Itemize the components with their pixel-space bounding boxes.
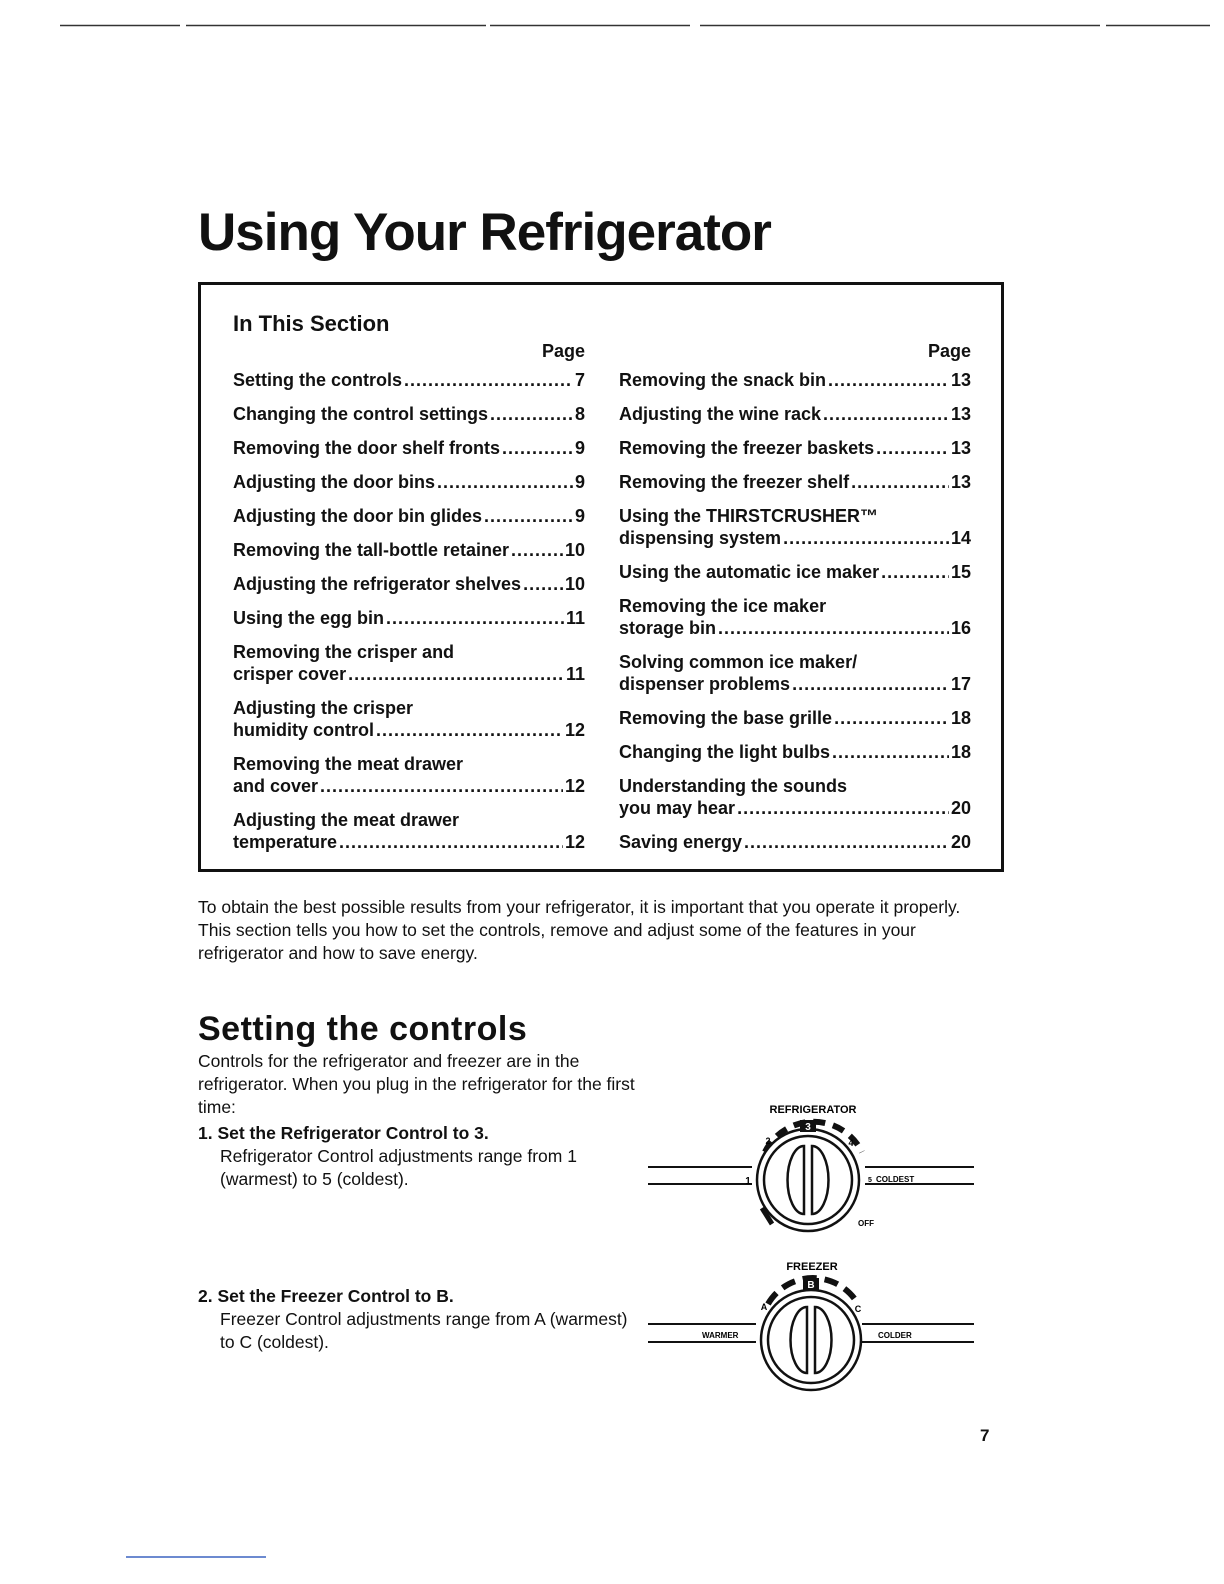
refrigerator-mark-2: 2: [765, 1136, 771, 1146]
toc-entry-row: [619, 707, 971, 729]
toc-entry-label: dispensing system: [619, 528, 782, 548]
toc-entry-row: [233, 831, 585, 853]
toc-entry-row: [619, 617, 971, 639]
toc-entry-label: Removing the tall-bottle retainer: [233, 540, 510, 560]
toc-entry: [233, 505, 585, 527]
toc-dot-leader: [828, 369, 949, 391]
toc-dot-leader: [832, 741, 949, 763]
freezer-mark-c: C: [854, 1304, 862, 1314]
toc-entry-label-line1: Understanding the sounds: [619, 776, 848, 796]
toc-entry: [619, 403, 971, 425]
step-1: [198, 1122, 638, 1191]
toc-entry: [233, 403, 585, 425]
toc-entry: [233, 809, 585, 853]
step-1-title: 1. Set the Refrigerator Control to 3.: [198, 1123, 489, 1143]
toc-entry-page: 12: [564, 776, 585, 796]
refrigerator-mark-1: 1: [745, 1176, 751, 1187]
toc-entry-page: 17: [950, 674, 971, 694]
section-title: Setting the controls: [198, 1010, 528, 1048]
toc-entry-page: 11: [565, 608, 585, 628]
toc-entry-row: [233, 573, 585, 595]
toc-left-column: [233, 341, 585, 853]
freezer-colder-label: COLDER: [878, 1331, 912, 1340]
page-title: Using Your Refrigerator: [198, 203, 771, 262]
toc-entry-page: 9: [574, 472, 585, 492]
toc-entry-label: humidity control: [233, 720, 374, 740]
refrigerator-mark-4: 4: [848, 1138, 854, 1148]
toc-entry-page: 12: [564, 832, 585, 852]
toc-dot-leader: [320, 775, 563, 797]
toc-entry-label: Adjusting the wine rack: [619, 404, 822, 424]
toc-dot-leader: [490, 403, 573, 425]
toc-entry-row: [233, 719, 585, 741]
toc-entry-label: Adjusting the refrigerator shelves: [233, 574, 522, 594]
toc-entry-label: Removing the door shelf fronts: [233, 438, 501, 458]
toc-entry-row: [619, 527, 971, 549]
footer-rule: [126, 1556, 266, 1558]
toc-entry-label: Changing the light bulbs: [619, 742, 830, 762]
toc-entry-row: [619, 561, 971, 583]
refrigerator-coldest-label: COLDEST: [876, 1175, 915, 1184]
freezer-control-dial: [640, 1254, 980, 1409]
toc-right-column: [619, 341, 971, 853]
toc-entry-label-line1: Adjusting the meat drawer: [233, 810, 460, 830]
toc-entry-page: 10: [564, 540, 585, 560]
toc-entry-label: Removing the snack bin: [619, 370, 827, 390]
toc-dot-leader: [744, 831, 949, 853]
toc-entry-label: temperature: [233, 832, 338, 852]
toc-dot-leader: [339, 831, 563, 853]
toc-dot-leader: [511, 539, 563, 561]
toc-dot-leader: [484, 505, 573, 527]
toc-entry-label: Adjusting the door bin glides: [233, 506, 482, 526]
refrigerator-control-dial: [640, 1096, 980, 1251]
toc-entry-label: dispenser problems: [619, 674, 791, 694]
step-2-title: 2. Set the Freezer Control to B.: [198, 1286, 454, 1306]
toc-entry-row: [233, 437, 585, 459]
freezer-dial-label: FREEZER: [786, 1261, 838, 1273]
toc-entry-row: [619, 797, 971, 819]
toc-dot-leader: [404, 369, 573, 391]
toc-entry: [233, 573, 585, 595]
toc-entry-row: [619, 741, 971, 763]
toc-entry-page: 9: [574, 506, 585, 526]
toc-entry-row: [233, 607, 585, 629]
toc-entry-page: 9: [574, 438, 585, 458]
refrigerator-dial-label: REFRIGERATOR: [769, 1104, 857, 1116]
toc-entry-page: 20: [950, 798, 971, 818]
step-1-description: Refrigerator Control adjustments range from 1 (warmest) to 5 (coldest).: [220, 1146, 577, 1189]
toc-entry-row: [619, 471, 971, 493]
page-number: 7: [980, 1426, 990, 1445]
toc-dot-leader: [502, 437, 573, 459]
toc-entry-page: 10: [564, 574, 585, 594]
section-contents-box: [198, 282, 1004, 872]
toc-entry-page: 7: [574, 370, 585, 390]
toc-entry: [233, 539, 585, 561]
toc-entry-row: [233, 775, 585, 797]
toc-entry-label: storage bin: [619, 618, 717, 638]
step-2-description: Freezer Control adjustments range from A (warmest) to C (coldest).: [220, 1309, 628, 1352]
toc-entry-row: [619, 403, 971, 425]
toc-entry-row: [233, 403, 585, 425]
toc-entry-label-line1: Using the THIRSTCRUSHER™: [619, 506, 879, 526]
toc-entry: [619, 831, 971, 853]
toc-entry-row: [619, 369, 971, 391]
toc-entry-page: 13: [950, 370, 971, 390]
toc-entry: [619, 561, 971, 583]
toc-entry-page: 14: [950, 528, 971, 548]
toc-dot-leader: [386, 607, 564, 629]
freezer-dial-setting: B: [807, 1280, 815, 1291]
freezer-warmer-label: WARMER: [702, 1331, 739, 1340]
toc-entry-page: 18: [950, 708, 971, 728]
refrigerator-off-label: OFF: [858, 1219, 874, 1228]
toc-entry: [619, 775, 971, 819]
toc-dot-leader: [823, 403, 949, 425]
toc-entry: [233, 697, 585, 741]
scan-artifact-line: [0, 24, 1224, 27]
refrigerator-mark-5: 5: [868, 1177, 872, 1184]
toc-dot-leader: [718, 617, 949, 639]
toc-entry-page: 18: [950, 742, 971, 762]
toc-entry: [233, 437, 585, 459]
toc-entry: [619, 369, 971, 391]
toc-entry-label-line1: Adjusting the crisper: [233, 698, 414, 718]
toc-entry-label: and cover: [233, 776, 319, 796]
toc-entry-label: Removing the freezer shelf: [619, 472, 850, 492]
toc-entry-row: [233, 663, 585, 685]
toc-entry: [233, 369, 585, 391]
toc-entry-page: 15: [950, 562, 971, 582]
toc-entry-page: 13: [950, 438, 971, 458]
toc-entry-label: Using the automatic ice maker: [619, 562, 880, 582]
toc-entry-row: [233, 539, 585, 561]
freezer-mark-a: A: [760, 1302, 768, 1312]
toc-entry-page: 20: [950, 832, 971, 852]
toc-entry-label: Removing the base grille: [619, 708, 833, 728]
toc-page-header: Page: [927, 341, 971, 361]
toc-entry-label: you may hear: [619, 798, 736, 818]
toc-entry: [619, 471, 971, 493]
toc-dot-leader: [376, 719, 563, 741]
toc-entry: [619, 437, 971, 459]
toc-entry-label-line1: Removing the meat drawer: [233, 754, 464, 774]
toc-heading: In This Section: [233, 311, 390, 336]
toc-entry-page: 13: [950, 472, 971, 492]
toc-entry-label-line1: Solving common ice maker/: [619, 652, 858, 672]
toc-entry: [619, 741, 971, 763]
toc-entry: [233, 607, 585, 629]
toc-entry: [619, 505, 971, 549]
toc-entry-page: 12: [564, 720, 585, 740]
toc-entry-label: Saving energy: [619, 832, 743, 852]
toc-dot-leader: [783, 527, 949, 549]
toc-entry: [619, 595, 971, 639]
toc-entry-label: Using the egg bin: [233, 608, 384, 628]
toc-dot-leader: [523, 573, 563, 595]
toc-dot-leader: [834, 707, 949, 729]
section-intro: Controls for the refrigerator and freezer are in the refrigerator. When you plug in the refrigerator for the first time:: [198, 1051, 635, 1117]
toc-dot-leader: [881, 561, 949, 583]
toc-entry: [619, 707, 971, 729]
toc-dot-leader: [792, 673, 949, 695]
toc-entry-label: Changing the control settings: [233, 404, 488, 424]
refrigerator-dial-setting: 3: [805, 1122, 811, 1133]
toc-entry-label: crisper cover: [233, 664, 347, 684]
toc-dot-leader: [851, 471, 949, 493]
toc-entry-label: Adjusting the door bins: [233, 472, 435, 492]
toc-entry-label-line1: Removing the crisper and: [233, 642, 455, 662]
toc-dot-leader: [437, 471, 573, 493]
toc-entry-page: 8: [574, 404, 585, 424]
toc-dot-leader: [737, 797, 949, 819]
intro-paragraph: To obtain the best possible results from your refrigerator, it is important that you operate it properly. This section tells you how to set the controls, remove and adjust some of the features in your refrigerator and how to save energy.: [198, 897, 961, 963]
toc-entry-row: [233, 369, 585, 391]
toc-dot-leader: [876, 437, 949, 459]
toc-entry-page: 16: [950, 618, 971, 638]
toc-entry-row: [233, 505, 585, 527]
toc-entry: [233, 471, 585, 493]
toc-entry-row: [619, 437, 971, 459]
toc-entry: [233, 641, 585, 685]
toc-entry: [233, 753, 585, 797]
toc-entry-label: Removing the freezer baskets: [619, 438, 875, 458]
toc-entry: [619, 651, 971, 695]
toc-entry-page: 11: [565, 664, 585, 684]
toc-entry-row: [233, 471, 585, 493]
toc-entry-row: [619, 831, 971, 853]
toc-dot-leader: [348, 663, 564, 685]
step-2: [198, 1285, 638, 1354]
toc-entry-page: 13: [950, 404, 971, 424]
toc-page-header: Page: [541, 341, 585, 361]
toc-entry-row: [619, 673, 971, 695]
toc-entry-label: Setting the controls: [233, 370, 403, 390]
toc-entry-label-line1: Removing the ice maker: [619, 596, 827, 616]
